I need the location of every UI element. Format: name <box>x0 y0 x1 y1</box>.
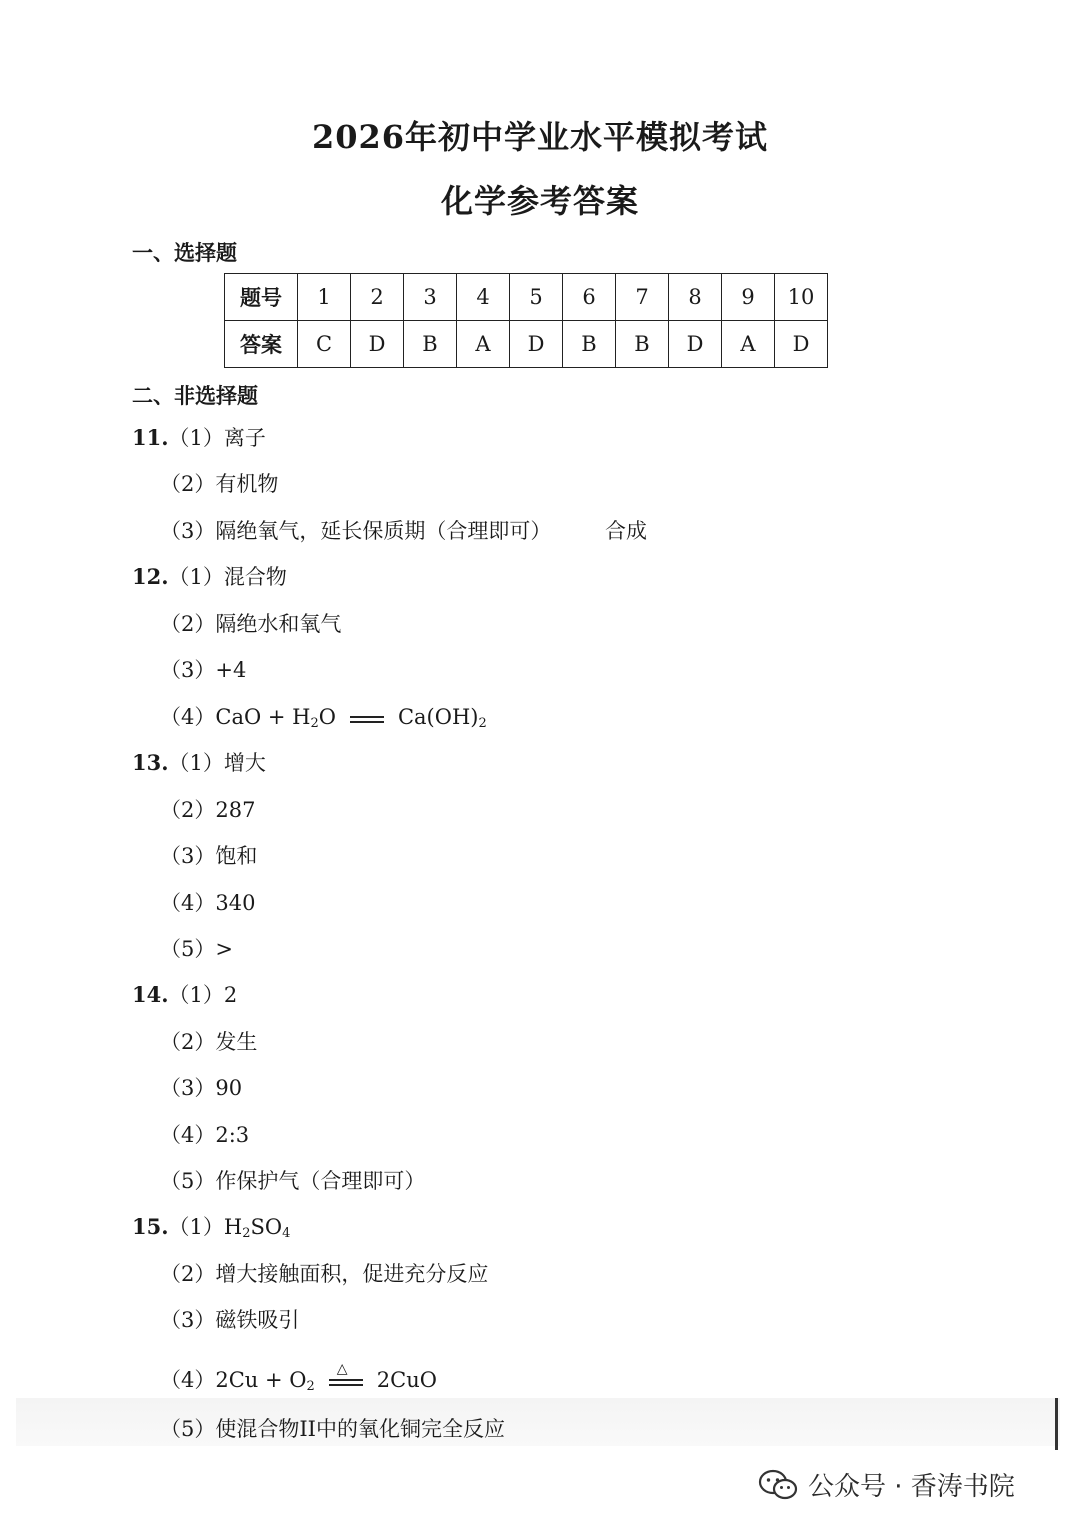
q12-part2: （2）隔绝水和氧气 <box>160 612 342 636</box>
answer-table <box>224 273 828 368</box>
table-cell: A <box>457 321 510 368</box>
q13-part1 <box>132 749 266 777</box>
formula-right: 2CuO <box>376 1368 437 1392</box>
question-number: 11. <box>132 425 169 450</box>
q11-part3-extra: 合成 <box>605 519 647 543</box>
table-cell: D <box>669 321 722 368</box>
q15-part3: （3）磁铁吸引 <box>160 1308 300 1332</box>
question-number: 13. <box>132 750 169 775</box>
answer-label: （4） <box>160 705 216 729</box>
q12-part4 <box>160 703 487 738</box>
q15-part5: （5）使混合物II中的氧化铜完全反应 <box>160 1417 505 1441</box>
section-heading-non-choice: 二、非选择题 <box>132 383 258 408</box>
table-cell: 10 <box>775 274 828 321</box>
watermark-text: 公众号 · 香涛书院 <box>808 1472 1015 1502</box>
formula-subscript: 2 <box>242 1226 251 1241</box>
table-cell: C <box>298 321 351 368</box>
table-cell: 7 <box>616 274 669 321</box>
q14-part3: （3）90 <box>160 1076 243 1100</box>
q15-part4 <box>160 1360 437 1401</box>
q14-part5: （5）作保护气（合理即可） <box>160 1169 426 1193</box>
wechat-icon <box>758 1469 798 1501</box>
scan-edge-mark <box>1055 1398 1058 1450</box>
formula-text: CaO + H <box>215 705 311 729</box>
answer-text: （1）2 <box>168 983 238 1007</box>
q12-part3: （3）+4 <box>160 658 247 682</box>
formula-text: SO <box>250 1215 283 1239</box>
section-heading-multiple-choice: 一、选择题 <box>132 240 237 265</box>
table-cell: 1 <box>298 274 351 321</box>
formula-text: O <box>318 705 336 729</box>
q14-part2: （2）发生 <box>160 1030 258 1054</box>
table-cell: B <box>616 321 669 368</box>
table-row-answers <box>225 321 828 368</box>
q15-part1 <box>132 1213 290 1248</box>
table-cell: B <box>404 321 457 368</box>
table-header-cell: 题号 <box>225 274 298 321</box>
table-row-numbers <box>225 274 828 321</box>
table-cell: D <box>510 321 563 368</box>
q11-part1 <box>132 424 266 452</box>
equals-sign-with-heat <box>329 1360 363 1387</box>
table-cell: 2 <box>351 274 404 321</box>
formula-subscript: 4 <box>282 1226 291 1241</box>
q11-part3: （3）隔绝氧气，延长保质期（合理即可） <box>160 519 552 543</box>
table-cell: A <box>722 321 775 368</box>
formula-subscript: 2 <box>478 716 487 731</box>
page-title: 2026年初中学业水平模拟考试 <box>311 118 769 156</box>
q13-part5: （5）> <box>160 937 233 961</box>
formula-left <box>215 1368 314 1392</box>
question-number: 14. <box>132 982 169 1007</box>
table-header-cell: 答案 <box>225 321 298 368</box>
q13-part3: （3）饱和 <box>160 844 258 868</box>
question-number: 15. <box>132 1214 169 1239</box>
table-cell: 6 <box>563 274 616 321</box>
q13-part2: （2）287 <box>160 798 256 822</box>
q13-part4: （4）340 <box>160 891 256 915</box>
answer-text: （1）增大 <box>168 751 266 775</box>
question-number: 12. <box>132 564 169 589</box>
formula-text: H <box>223 1215 243 1239</box>
table-cell: 5 <box>510 274 563 321</box>
table-cell: D <box>775 321 828 368</box>
answer-label: （1） <box>168 1215 224 1239</box>
q15-part2: （2）增大接触面积，促进充分反应 <box>160 1262 489 1286</box>
formula-text: Ca(OH) <box>397 705 479 729</box>
q11-part2: （2）有机物 <box>160 472 279 496</box>
table-cell: 9 <box>722 274 775 321</box>
answer-label: （4） <box>160 1368 216 1392</box>
q14-part1 <box>132 981 237 1009</box>
page-subtitle: 化学参考答案 <box>440 182 639 220</box>
formula-text: 2Cu + O <box>215 1368 307 1392</box>
formula-subscript: 2 <box>310 716 319 731</box>
heat-condition-symbol: △ <box>336 1360 348 1377</box>
table-cell: B <box>563 321 616 368</box>
q14-part4: （4）2:3 <box>160 1123 250 1147</box>
formula-subscript: 2 <box>306 1379 315 1394</box>
table-cell: 8 <box>669 274 722 321</box>
q12-part1 <box>132 563 287 591</box>
formula-left <box>215 705 336 729</box>
formula-right <box>398 705 487 729</box>
table-cell: D <box>351 321 404 368</box>
answer-text: （1）混合物 <box>168 565 287 589</box>
answer-text: （1）离子 <box>168 426 266 450</box>
watermark <box>758 1466 1015 1503</box>
equals-sign <box>350 714 384 724</box>
table-cell: 3 <box>404 274 457 321</box>
table-cell: 4 <box>457 274 510 321</box>
